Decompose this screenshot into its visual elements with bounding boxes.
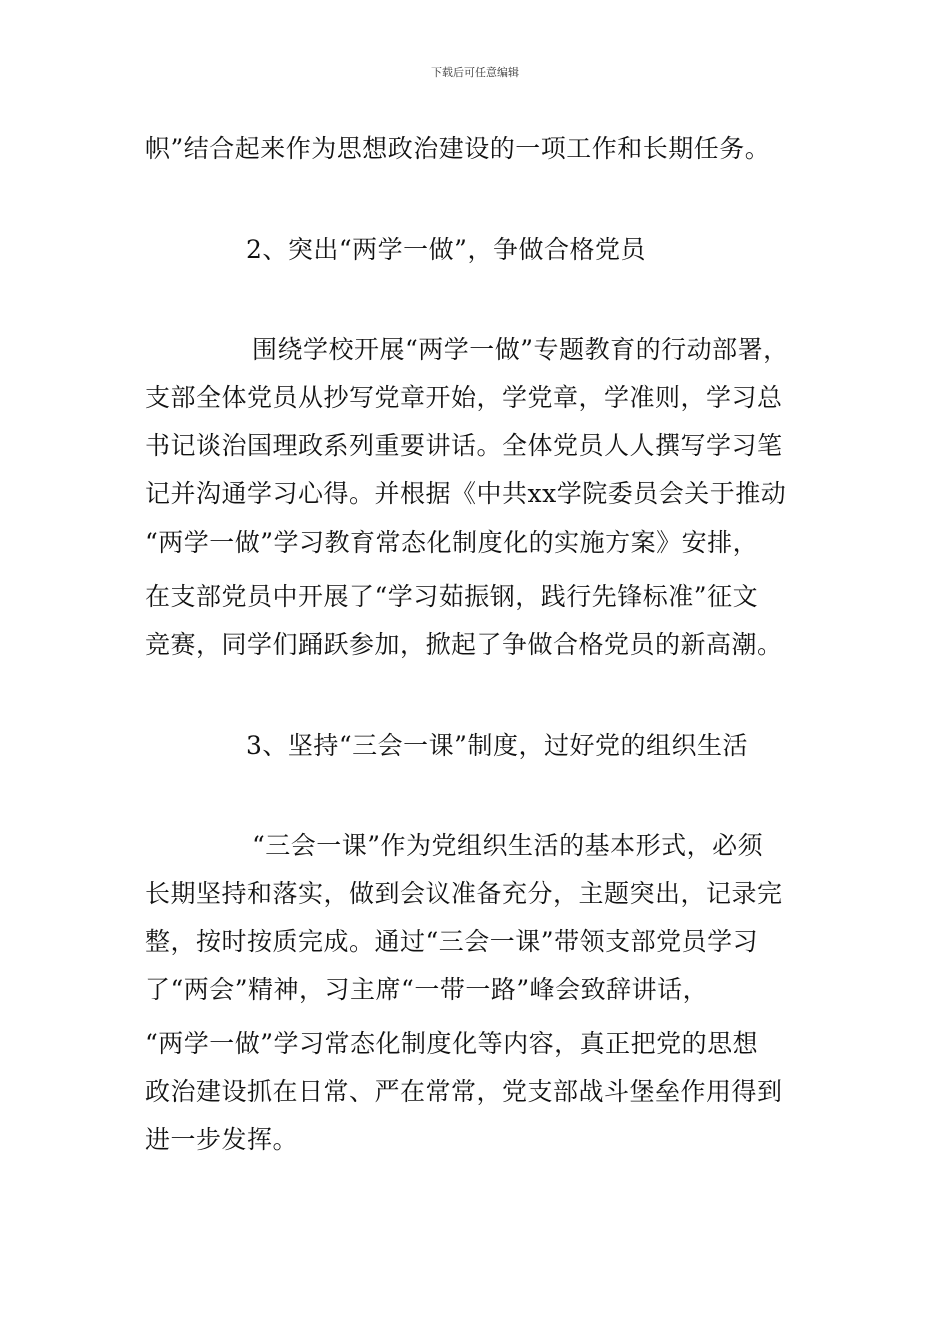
text-line: “两学一做”学习教育常态化制度化的实施方案》安排， (145, 528, 759, 557)
text-line: 记并沟通学习心得。并根据《中共xx学院委员会关于推动 (145, 479, 787, 508)
text-line: “两学一做”学习常态化制度化等内容，真正把党的思想 (145, 1029, 759, 1058)
text-line: 在支部党员中开展了“学习茹振钢，践行先锋标准”征文 (145, 582, 759, 611)
text-line: 围绕学校开展“两学一做”专题教育的行动部署， (252, 335, 789, 364)
section-heading-2: 2、突出“两学一做”，争做合格党员 (246, 235, 646, 264)
page-header: 下载后可任意编辑 (431, 66, 519, 79)
text-line: 进一步发挥。 (145, 1125, 299, 1154)
text-line: 书记谈治国理政系列重要讲话。全体党员人人撰写学习笔 (145, 431, 783, 460)
text-line: 了“两会”精神，习主席“一带一路”峰会致辞讲话， (145, 975, 709, 1004)
text-line: 政治建设抓在日常、严在常常，党支部战斗堡垒作用得到 (145, 1077, 783, 1106)
text-line: 长期坚持和落实，做到会议准备充分，主题突出，记录完 (145, 879, 783, 908)
text-line: 整，按时按质完成。通过“三会一课”带领支部党员学习 (145, 927, 759, 956)
text-line: “三会一课”作为党组织生活的基本形式，必须 (252, 831, 764, 860)
text-line: 帜”结合起来作为思想政治建设的一项工作和长期任务。 (145, 134, 771, 163)
text-line: 支部全体党员从抄写党章开始，学党章，学准则，学习总 (145, 383, 783, 412)
text-line: 竞赛，同学们踊跃参加，掀起了争做合格党员的新高潮。 (145, 630, 783, 659)
section-heading-3: 3、坚持“三会一课”制度，过好党的组织生活 (246, 731, 748, 760)
